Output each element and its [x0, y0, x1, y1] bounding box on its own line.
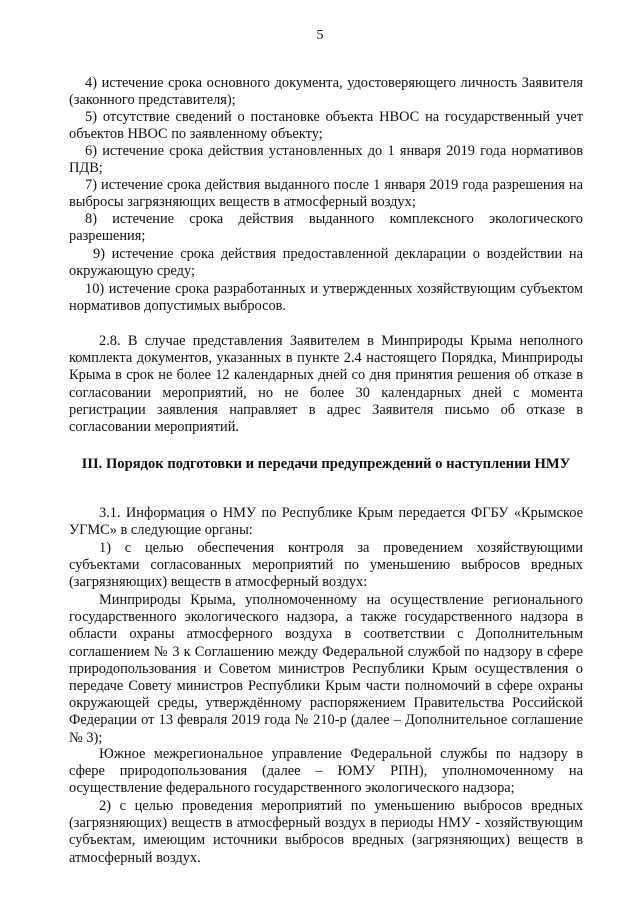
paragraph-3-1-item-1: 1) с целью обеспечения контроля за проведением хозяйствующими субъектами согласованных мероприятий по уменьшению выбросов вредных (загрязняющих) веществ в атмосферный воздух: [69, 540, 583, 591]
paragraph-yumu: Южное межрегиональное управление Федеральной службы по надзору в сфере природопользования (далее – ЮМУ РПН), уполномоченному на осуществление федерального государственного экологического надзора; [69, 746, 583, 797]
list-item-9: 9) истечение срока действия предоставленной декларации о воздействии на окружающую среду; [69, 246, 583, 280]
section-heading: III. Порядок подготовки и передачи предупреждений о наступлении НМУ [81, 456, 571, 472]
list-item-8: 8) истечение срока действия выданного комплексного экологического разрешения; [69, 211, 583, 245]
paragraph-3-1: 3.1. Информация о НМУ по Республике Крым передается ФГБУ «Крымское УГМС» в следующие органы: [69, 505, 583, 539]
list-item-6: 6) истечение срока действия установленных до 1 января 2019 года нормативов ПДВ; [69, 143, 583, 177]
page-number: 5 [316, 28, 324, 43]
list-item-5: 5) отсутствие сведений о постановке объекта НВОС на государственный учет объектов НВОС по заявленному объекту; [69, 109, 583, 143]
paragraph-minprirody: Минприроды Крыма, уполномоченному на осуществление регионального государственного экологического надзора, а также государственного надзора в области охраны атмосферного воздуха в соответствии с Дополнительным соглашением № 3 к Соглашению между Федеральной службой по надзору в сфере природопользования и Советом министров Республики Крым осуществления о передаче Совету министров Республики Крым части полномочий в сфере охраны окружающей среды, утверждённому распоряжением Правительства Российской Федерации от 13 февраля 2019 года № 210-р (далее – Дополнительное соглашение № 3); [69, 592, 583, 746]
paragraph-2-8: 2.8. В случае представления Заявителем в Минприроды Крыма неполного комплекта документов, указанных в пункте 2.4 настоящего Порядка, Минприроды Крыма в срок не более 12 календарных дней со дня принятия решения об отказе в согласовании мероприятий, но не более 30 календарных дней с момента регистрации заявления направляет в адрес Заявителя письмо об отказе в согласовании мероприятий. [69, 333, 583, 436]
paragraph-3-1-item-2: 2) с целью проведения мероприятий по уменьшению выбросов вредных (загрязняющих) веществ в атмосферный воздух в периоды НМУ - хозяйствующим субъектам, имеющим источники выбросов вредных (загрязняющих) веществ в атмосферный воздух. [69, 798, 583, 866]
list-item-10: 10) истечение срока разработанных и утвержденных хозяйствующим субъектом нормативов допустимых выбросов. [69, 281, 583, 315]
list-item-7: 7) истечение срока действия выданного после 1 января 2019 года разрешения на выбросы загрязняющих веществ в атмосферный воздух; [69, 177, 583, 211]
list-item-4: 4) истечение срока основного документа, удостоверяющего личность Заявителя (законного представителя); [69, 75, 583, 109]
